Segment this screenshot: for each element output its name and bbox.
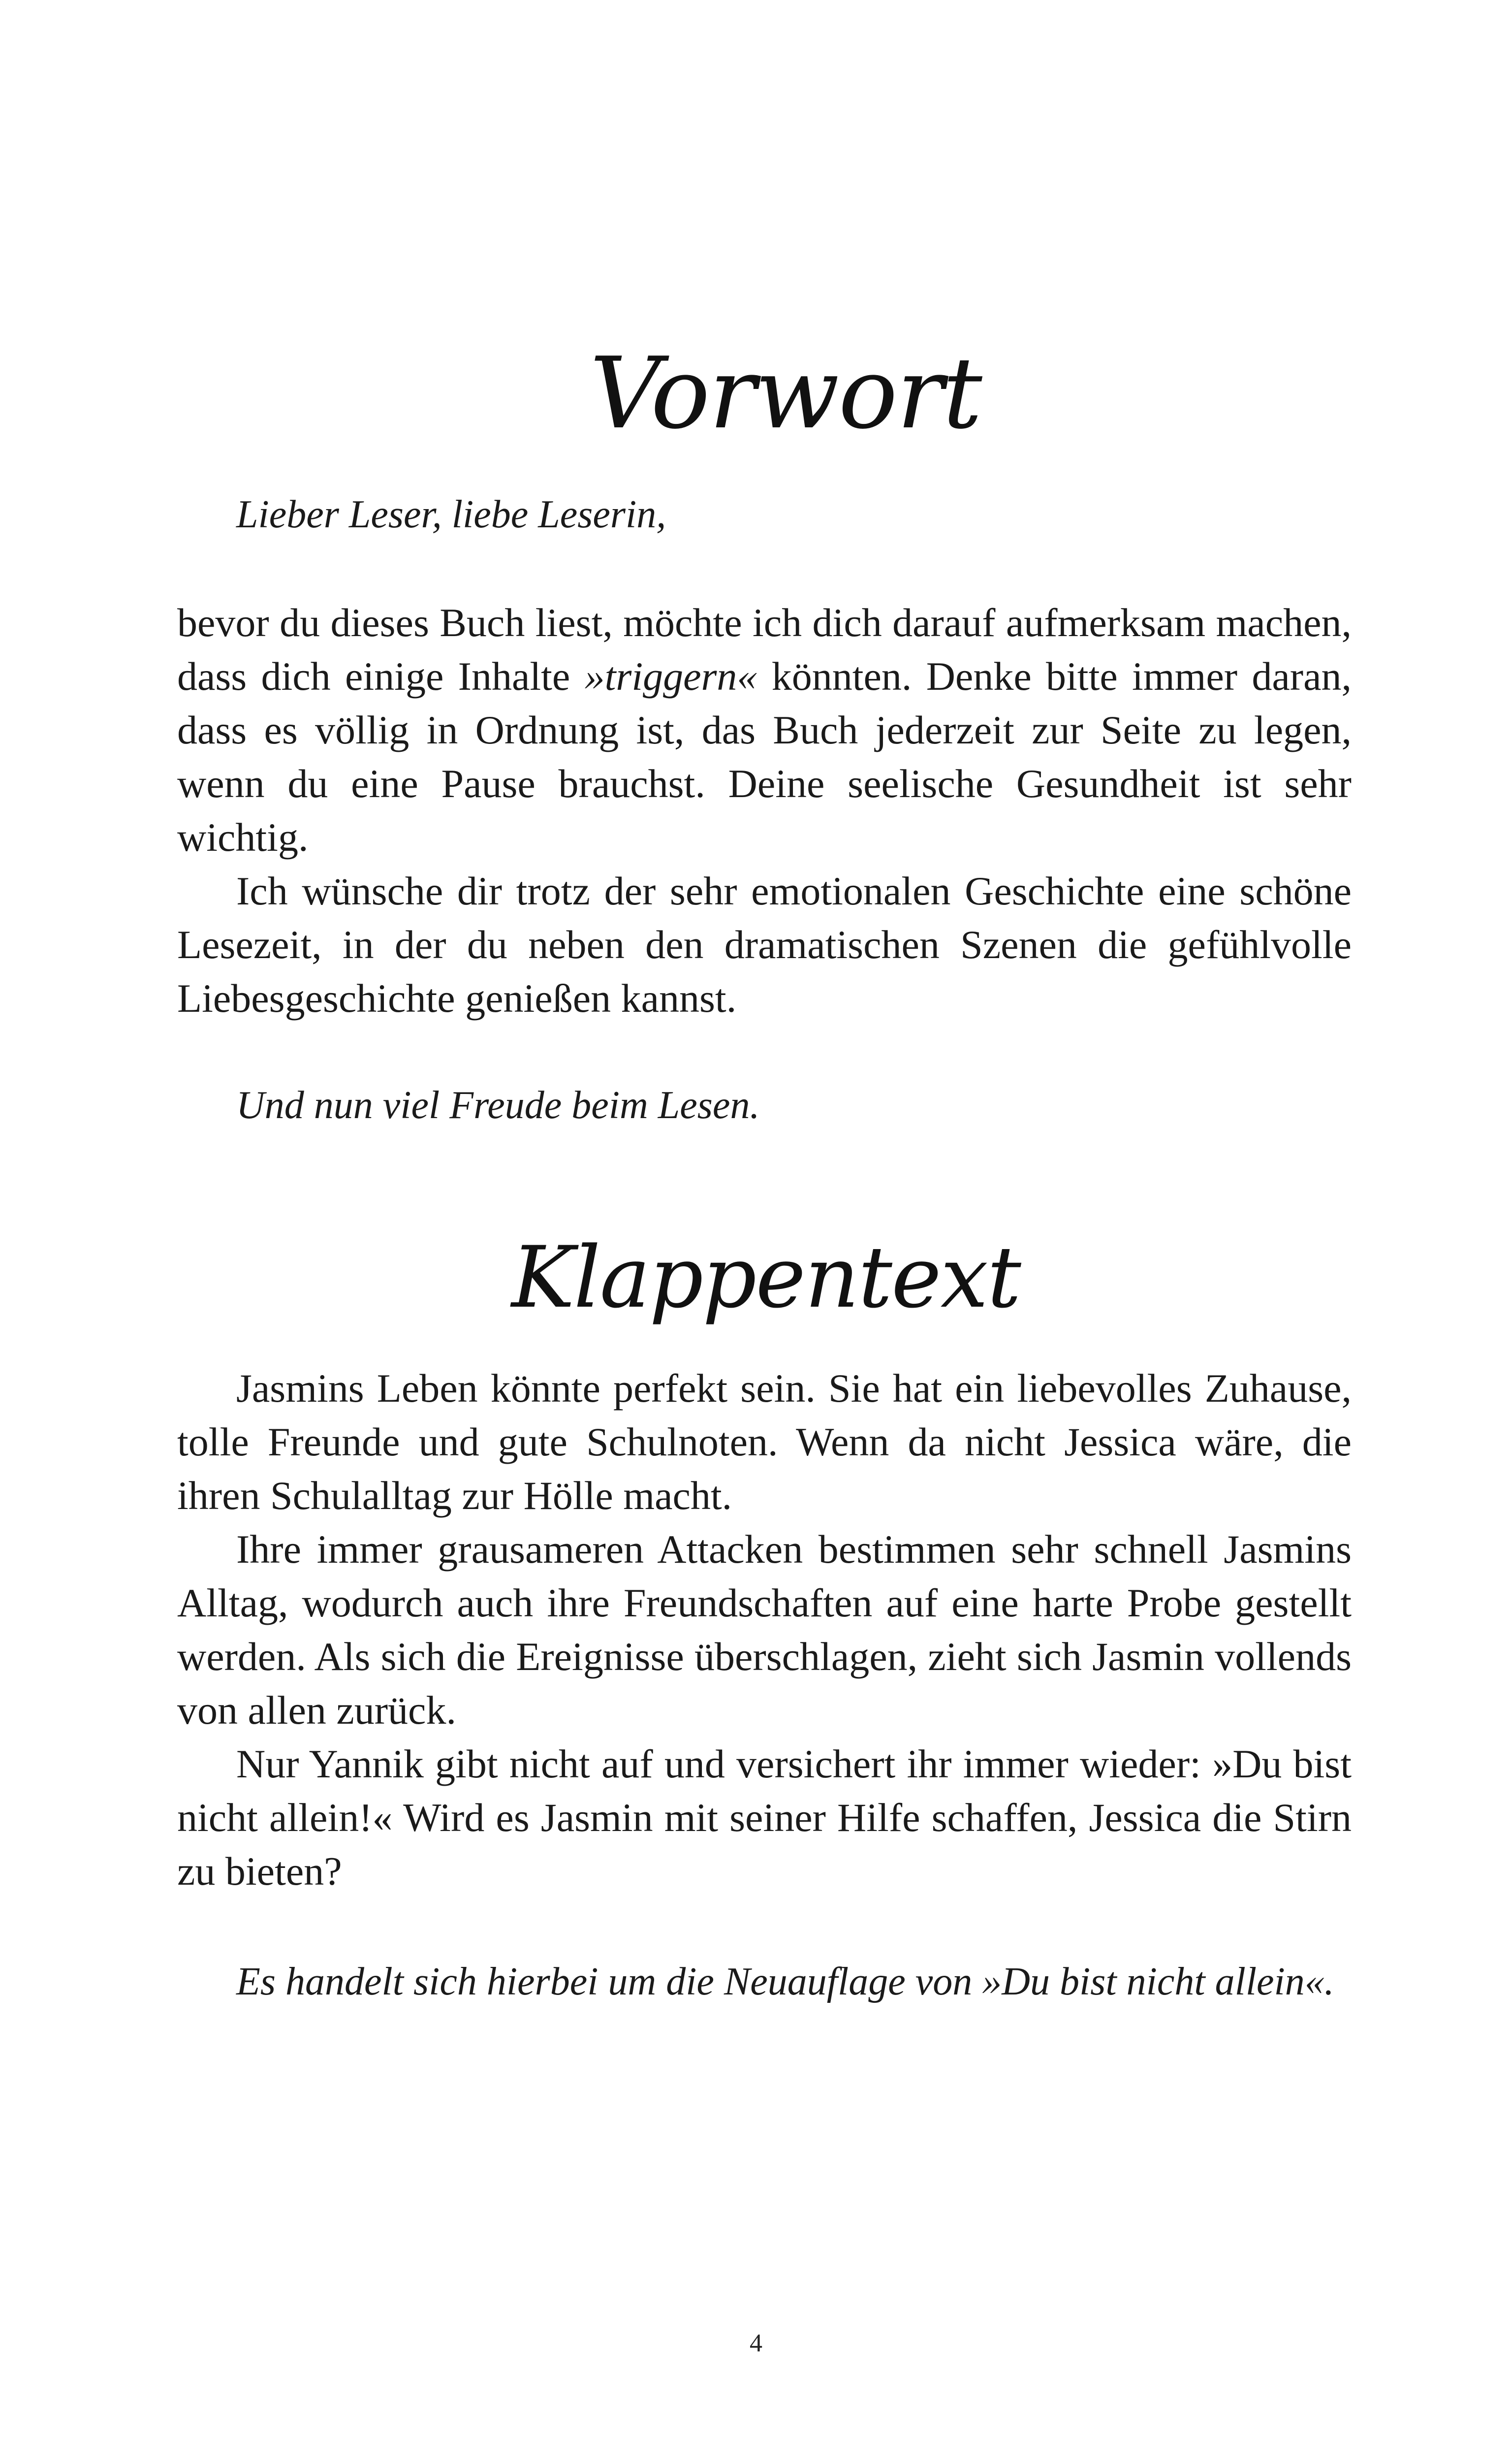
reissue-note: Es handelt sich hierbei um die Neuauflage von »Du bist nicht allein«. — [236, 1960, 1334, 2003]
vorwort-paragraph-1-text-end: könnten. Denke bitte immer daran, dass es völlig in Ordnung ist, das Buch jederzeit zur Seite zu legen, wenn du eine Pause brauchst. Deine seelische Gesundheit ist sehr wichtig. — [177, 654, 1352, 860]
vorwort-paragraph-2: Ich wünsche dir trotz der sehr emotionalen Geschichte eine schöne Lesezeit, in der du neben den dramatischen Szenen die gefühlvolle Liebesgeschichte genießen kannst. — [177, 868, 1352, 1021]
page-number: 4 — [750, 2329, 762, 2357]
trigger-emphasis: »triggern« — [584, 654, 757, 699]
vorwort-heading: Vorwort — [590, 336, 981, 451]
vorwort-paragraph-1-text-start: bevor du dieses Buch liest, möchte ich dich darauf aufmerksam machen, dass dich einige Inhalte — [177, 600, 1352, 699]
klappentext-paragraph: Jasmins Leben könnte perfekt sein. Sie hat ein liebevolles Zuhause, tolle Freunde und gute Schulnoten. Wenn da nicht Jessica wäre, die ihren Schulalltag zur Hölle macht. — [177, 1366, 1352, 1518]
vorwort-paragraph-1 — [177, 596, 1352, 864]
salutation: Lieber Leser, liebe Leserin, — [236, 493, 666, 536]
klappentext-paragraph: Nur Yannik gibt nicht auf und versichert ihr immer wieder: »Du bist nicht allein!« Wird es Jasmin mit seiner Hilfe schaffen, Jessica die Stirn zu bieten? — [177, 1741, 1352, 1894]
vorwort-body — [177, 596, 1352, 1025]
klappentext-body — [177, 1361, 1352, 1898]
closing-line: Und nun viel Freude beim Lesen. — [236, 1084, 760, 1127]
klappentext-paragraph: Ihre immer grausameren Attacken bestimmen sehr schnell Jasmins Alltag, wodurch auch ihre Freundschaften auf eine harte Probe gestellt werden. Als sich die Ereignisse überschlagen, zieht sich Jasmin vollends von allen zurück. — [177, 1527, 1352, 1733]
klappentext-heading: Klappentext — [511, 1228, 1020, 1327]
